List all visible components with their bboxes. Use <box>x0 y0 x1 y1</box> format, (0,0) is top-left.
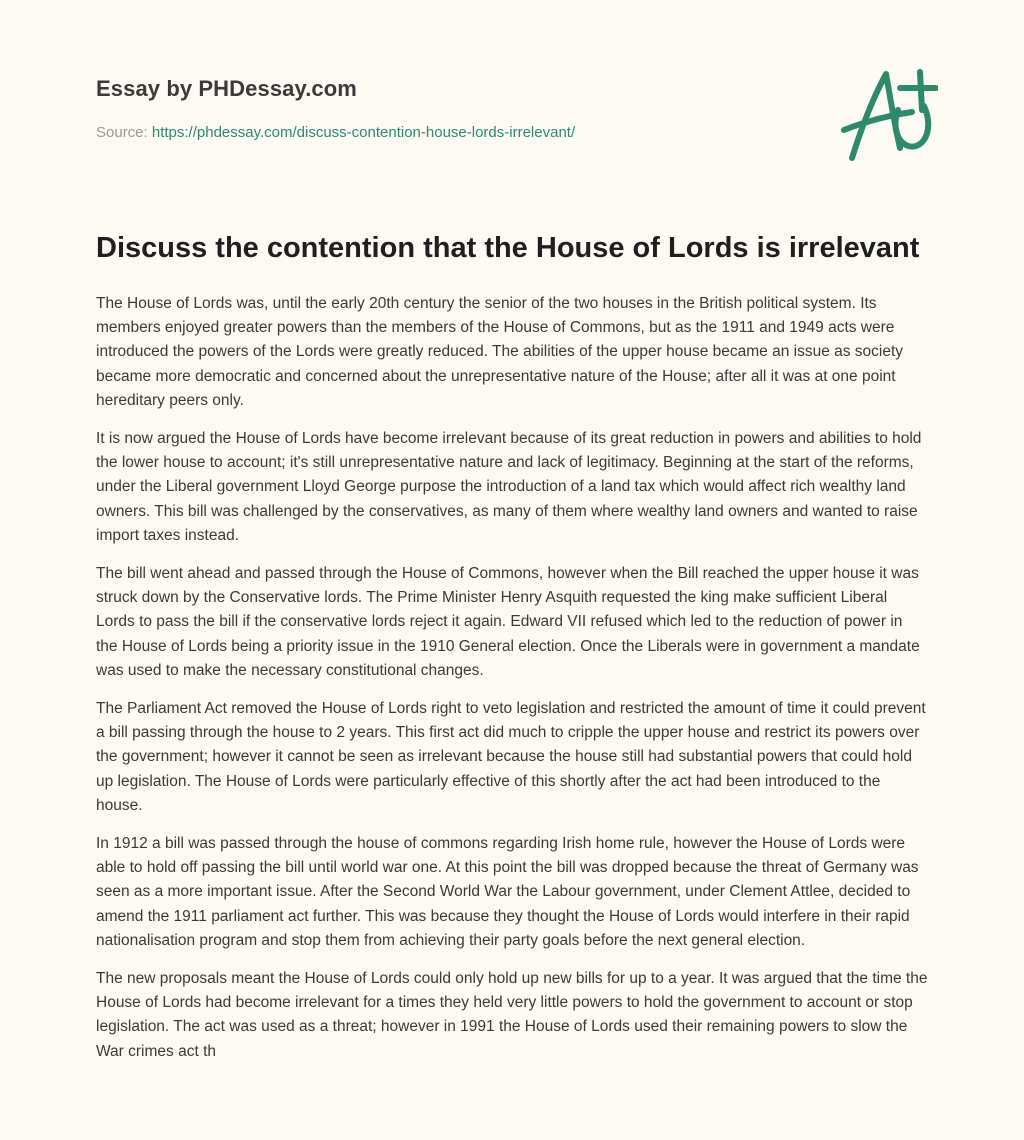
page-header <box>96 0 928 190</box>
source-line <box>96 124 575 141</box>
a-plus-logo-icon <box>828 66 938 166</box>
essay-paragraph: In 1912 a bill was passed through the house of commons regarding Irish home rule, however the House of Lords were able to hold off passing the bill until world war one. At this point the bill was dropped because the threat of Germany was seen as a more important issue. After the Second World War the Labour government, under Clement Attlee, decided to amend the 1911 parliament act further. This was because they thought the House of Lords would interfere in their rapid nationalisation program and stop them from achieving their party goals before the next general election. <box>96 835 919 949</box>
essay-paragraph: The House of Lords was, until the early 20th century the senior of the two houses in the British political system. Its members enjoyed greater powers than the members of the House of Commons, but as the 1911 and 1949 acts were introduced the powers of the Lords were greatly reduced. The abilities of the upper house became an issue as society became more democratic and concerned about the unrepresentative nature of the House; after all it was at one point hereditary peers only. <box>96 295 904 409</box>
essay-paragraph: The new proposals meant the House of Lords could only hold up new bills for up to a year. It was argued that the time the House of Lords had become irrelevant for a times they held very little powers to hold the government to account or stop legislation. The act was used as a threat; however in 1991 the House of Lords used their remaining powers to slow the War crimes act th <box>96 970 928 1060</box>
source-label: Source: <box>96 124 148 141</box>
essay-title: Discuss the contention that the House of Lords is irrelevant <box>96 232 920 264</box>
brand-title: Essay by PHDessay.com <box>96 76 357 101</box>
essay-body <box>96 292 928 1064</box>
essay-paragraph: It is now argued the House of Lords have become irrelevant because of its great reduction in powers and abilities to hold the lower house to account; it's still unrepresentative nature and lack of legitimacy. Beginning at the start of the reforms, under the Liberal government Lloyd George purpose the introduction of a land tax which would affect rich wealthy land owners. This bill was challenged by the conservatives, as many of them where wealthy land owners and wanted to raise import taxes instead. <box>96 430 922 544</box>
essay-paragraph: The Parliament Act removed the House of Lords right to veto legislation and restricted the amount of time it could prevent a bill passing through the house to 2 years. This first act did much to cripple the upper house and restrict its powers over the government; however it cannot be seen as irrelevant because the house still had substantial powers that could hold up legislation. The House of Lords were particularly effective of this shortly after the act had been introduced to the house. <box>96 700 926 814</box>
source-link[interactable]: https://phdessay.com/discuss-contention-house-lords-irrelevant/ <box>151 124 576 141</box>
essay-paragraph: The bill went ahead and passed through the House of Commons, however when the Bill reached the upper house it was struck down by the Conservative lords. The Prime Minister Henry Asquith requested the king make sufficient Liberal Lords to pass the bill if the conservative lords reject it again. Edward VII refused which led to the reduction of power in the House of Lords being a priority issue in the 1910 General election. Once the Liberals were in government a mandate was used to make the necessary constitutional changes. <box>96 565 920 679</box>
